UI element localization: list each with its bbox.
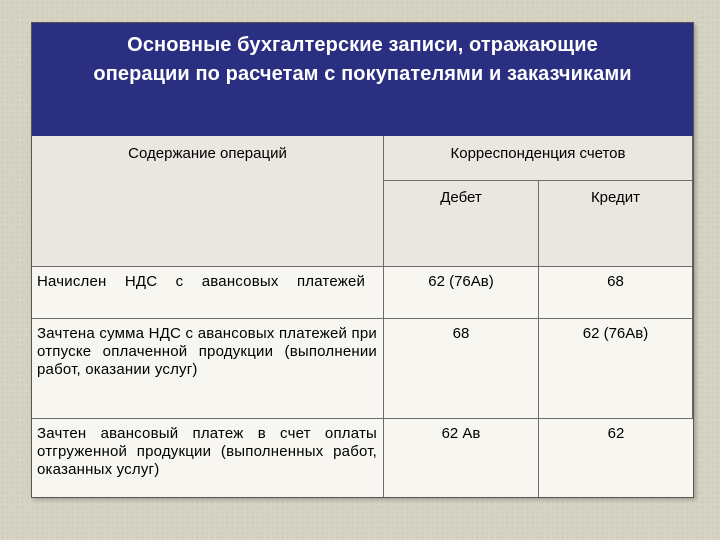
title-bar — [32, 23, 693, 136]
table-row-1-operation: Начислен НДС с авансовых платежей — [32, 267, 384, 319]
title-line-2: операции по расчетам с покупателями и заказчиками — [93, 63, 632, 85]
table-row-3-credit: 62 — [539, 419, 693, 497]
title-line-1: Основные бухгалтерские записи, отражающие — [127, 34, 598, 56]
table-row-1-credit: 68 — [539, 267, 693, 319]
table-row-3-debit: 62 Ав — [384, 419, 539, 497]
slide — [31, 22, 694, 498]
header-debit: Дебет — [384, 181, 539, 267]
table-row-3-operation: Зачтен авансовый платеж в счет оплаты отгруженной продукции (выполненных работ, оказанных услуг) — [32, 419, 384, 497]
header-content: Содержание операций — [32, 136, 384, 267]
table-row-2-credit: 62 (76Ав) — [539, 319, 693, 419]
entries-table — [32, 136, 693, 497]
table-row-1-debit: 62 (76Ав) — [384, 267, 539, 319]
slide-title — [32, 31, 693, 89]
table-row-2-operation: Зачтена сумма НДС с авансовых платежей при отпуске оплаченной продукции (выполнении работ, оказании услуг) — [32, 319, 384, 419]
header-correspondence: Корреспонденция счетов — [384, 136, 693, 181]
table-row-2-debit: 68 — [384, 319, 539, 419]
header-credit: Кредит — [539, 181, 693, 267]
